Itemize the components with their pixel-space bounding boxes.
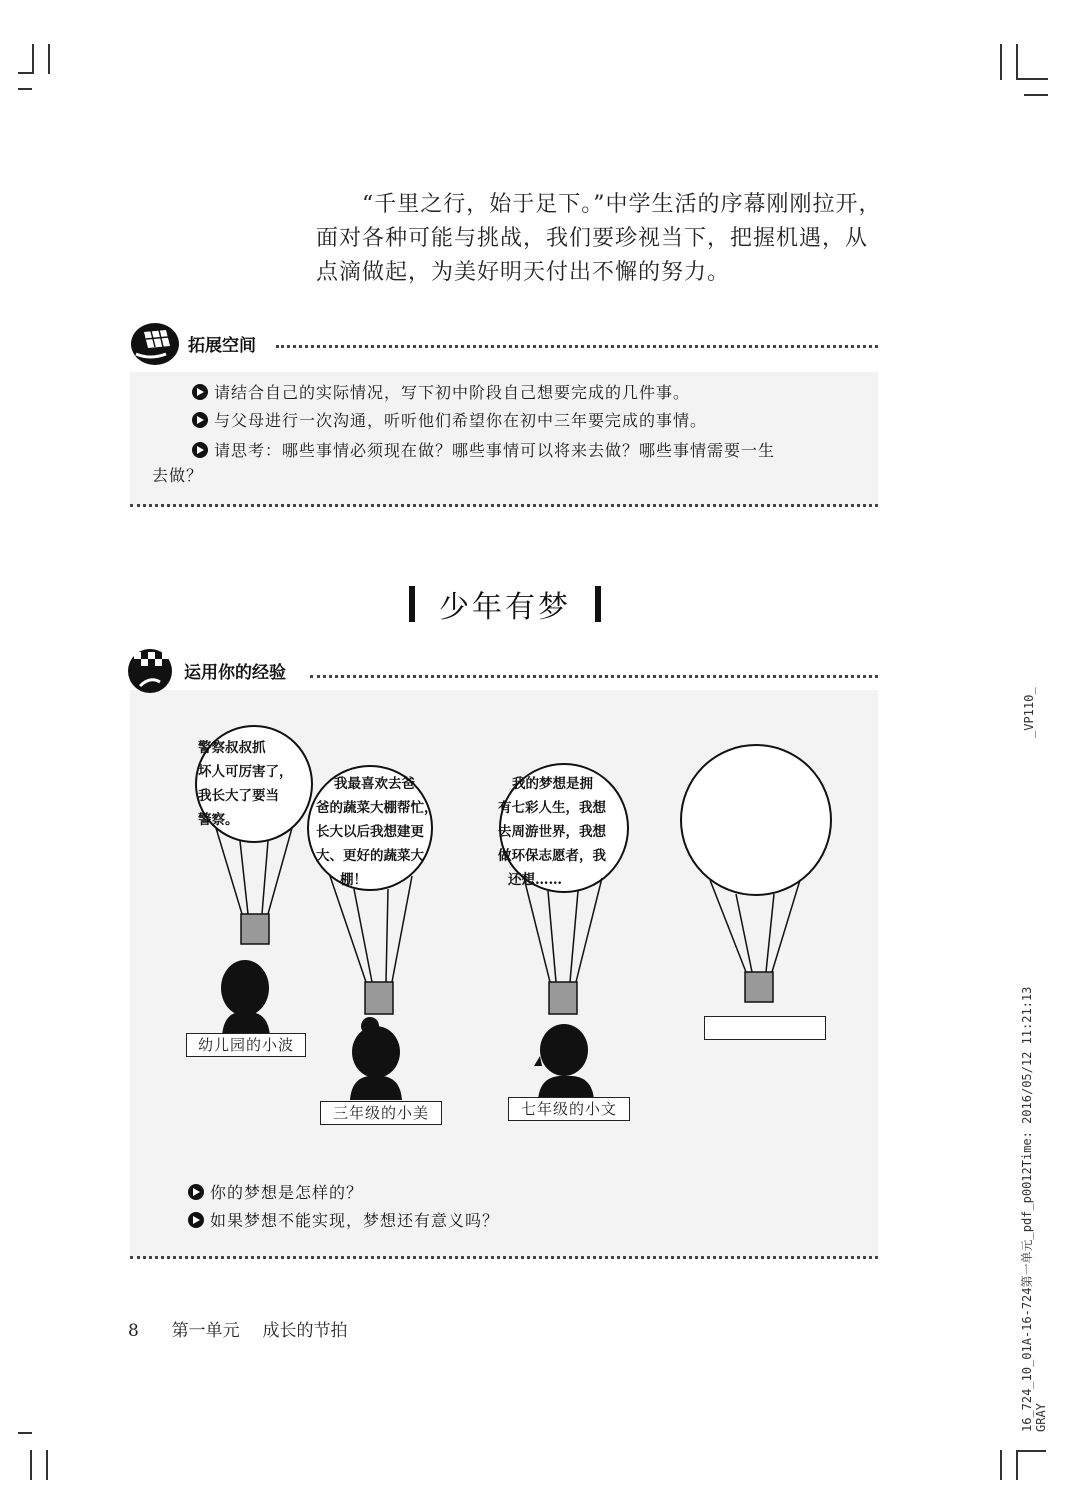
crop-mark [1016,1450,1046,1452]
margin-gray-label: GRAY [1034,1403,1048,1432]
intro-paragraph [316,188,886,290]
crop-mark [1024,94,1048,96]
question-bullet [188,1208,499,1231]
balloon-line: 警察。 [198,812,239,828]
footer-unit-title: 成长的节拍 [262,1321,348,1341]
balloon-line: 我的梦想是拥 [512,776,593,792]
arrow-bullet-icon [192,384,208,400]
child-silhouette-icon [221,960,270,1036]
name-label-xiaowen: 七年级的小文 [508,1097,630,1121]
expand-bullet [192,408,707,431]
balloon-1-text [198,736,314,832]
balloon-line: 我最喜欢去爸 [334,776,415,792]
balloon-line: 长大以后我想建更 [316,824,424,840]
balloon-line: 警察叔叔抓 [198,740,266,756]
crop-mark [1016,1450,1018,1480]
lesson-title-text: 少年有梦 [439,590,571,625]
crop-mark [1000,44,1002,80]
balloon-2-text [316,772,446,892]
crop-mark [18,1432,32,1434]
expand-bullet-continuation [152,463,203,486]
page-footer [128,1316,347,1341]
expand-section-title: 拓展空间 [188,335,256,356]
name-label-blank[interactable] [704,1016,826,1040]
expand-bullet [192,380,690,403]
crop-mark [1016,44,1018,80]
balloon-line: 爸的蔬菜大棚帮忙， [316,800,438,816]
balloon-basket [365,982,393,1014]
balloon-line: 我长大了要当 [198,788,279,804]
balloon-line: 做环保志愿者，我 [498,848,606,864]
arrow-bullet-icon [192,412,208,428]
balloon-line: 棚！ [340,872,367,888]
lesson-title [390,578,620,630]
name-label-xiaomei: 三年级的小美 [320,1101,442,1125]
experience-section-title: 运用你的经验 [184,662,286,683]
crop-mark [18,88,32,90]
arrow-bullet-icon [188,1212,204,1228]
crop-mark [1000,1450,1002,1480]
dotted-divider [276,345,878,348]
balloon-4 [681,745,831,1002]
balloon-basket [549,982,577,1014]
dotted-divider [130,504,878,507]
margin-vp-label: _VP110_ [1022,687,1036,738]
balloon-line: 有七彩人生，我想 [498,800,606,816]
crop-mark [32,44,34,74]
expand-bullet-text: 请思考：哪些事情必须现在做？哪些事情可以将来去做？哪些事情需要一生 [214,441,776,460]
balloon-basket [745,972,773,1002]
footer-unit: 第一单元 [171,1321,240,1341]
girl-silhouette-icon [350,1017,402,1100]
balloon-line: 大、更好的蔬菜大 [316,848,424,864]
teen-silhouette-icon [534,1024,594,1100]
margin-job-info: 16_724_10_01A-16-724第一单元_pdf_p0012Time: 2016/05/12 11:21:13 [1020,986,1034,1432]
balloon-basket [241,914,269,944]
expand-bullet-text: 去做？ [152,466,204,485]
balloon-line: 坏人可厉害了， [198,764,293,780]
title-bar-left [409,586,415,622]
arrow-bullet-icon [188,1184,204,1200]
balloon-line: 去周游世界，我想 [498,824,606,840]
intro-text: “千里之行，始于足下。”中学生活的序幕刚刚拉开，面对各种可能与挑战，我们要珍视当下，把握机遇，从点滴做起，为美好明天付出不懈的努力。 [316,192,882,285]
solar-panel-icon [130,320,180,366]
crop-mark [46,1450,48,1480]
expand-section-header [130,320,256,366]
page-number: 8 [128,1321,139,1341]
crop-mark [1016,78,1048,80]
name-label-xiaobo: 幼儿园的小波 [186,1033,306,1057]
expand-bullet-text: 请结合自己的实际情况，写下初中阶段自己想要完成的几件事。 [214,383,691,402]
dotted-divider [310,675,878,678]
title-bar-right [595,586,601,622]
arrow-bullet-icon [192,442,208,458]
crop-mark [30,1450,32,1480]
crop-mark [48,44,50,74]
dotted-divider [130,1256,878,1259]
expand-bullet [192,438,775,461]
expand-bullet-text: 与父母进行一次沟通，听听他们希望你在初中三年要完成的事情。 [214,411,708,430]
balloon-line: 还想…… [508,872,562,888]
question-text: 如果梦想不能实现，梦想还有意义吗？ [210,1211,500,1230]
question-bullet [188,1180,363,1203]
experience-section-header [126,646,286,694]
balloon-3-text [498,772,630,892]
question-text: 你的梦想是怎样的？ [210,1183,364,1202]
checkered-globe-icon [126,646,176,694]
